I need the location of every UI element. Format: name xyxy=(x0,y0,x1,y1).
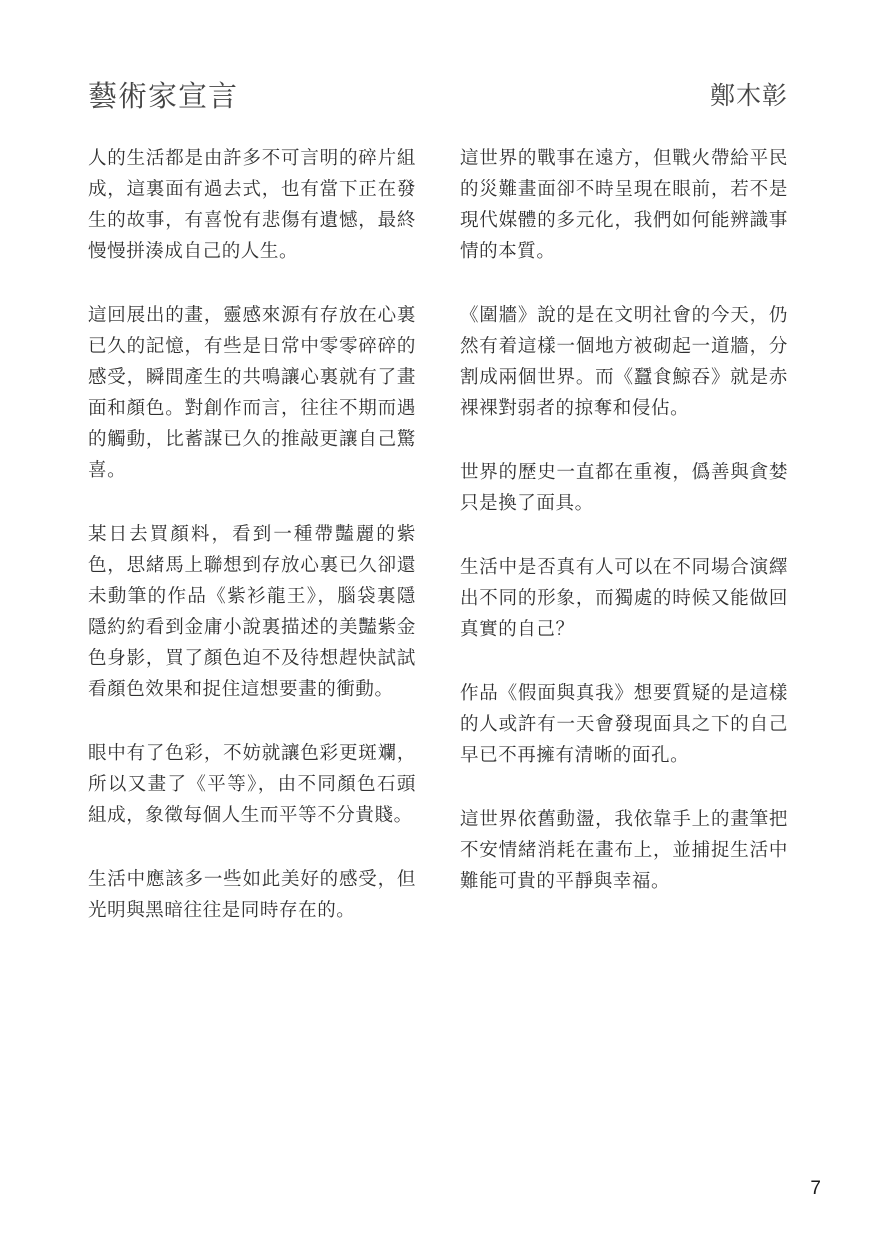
paragraph: 這回展出的畫，靈感來源有存放在心裏已久的記憶，有些是日常中零零碎碎的感受，瞬間產生的共鳴讓心裏就有了畫面和顏色。對創作而言，往往不期而遇的觸動，比蓄謀已久的推敲更讓自己驚喜。 xyxy=(88,305,416,481)
paragraph: 眼中有了色彩，不妨就讓色彩更斑斕，所以又畫了《平等》，由不同顏色石頭組成，象徵每個人生而平等不分貴賤。 xyxy=(88,743,416,826)
paragraph: 這世界依舊動盪，我依靠手上的畫筆把不安情緒消耗在畫布上，並捕捉生活中難能可貴的平靜與幸福。 xyxy=(460,809,788,892)
paragraph: 生活中應該多一些如此美好的感受，但光明與黑暗往往是同時存在的。 xyxy=(88,869,416,921)
paragraph: 《圍牆》說的是在文明社會的今天，仍然有着這樣一個地方被砌起一道牆，分割成兩個世界。而《蠶食鯨吞》就是赤裸裸對弱者的掠奪和侵佔。 xyxy=(460,305,788,419)
paragraph: 作品《假面與真我》想要質疑的是這樣的人或許有一天會發現面具之下的自己早已不再擁有清晰的面孔。 xyxy=(460,683,788,766)
paragraph: 這世界的戰事在遠方，但戰火帶給平民的災難畫面卻不時呈現在眼前，若不是現代媒體的多元化，我們如何能辨識事情的本質。 xyxy=(460,148,788,262)
page-header xyxy=(88,76,788,116)
paragraph: 某日去買顏料，看到一種帶豔麗的紫色，思緒馬上聯想到存放心裏已久卻還未動筆的作品《紫衫龍王》，腦袋裏隱隱約約看到金庸小說裏描述的美豔紫金色身影，買了顏色迫不及待想趕快試試看顏色效果和捉住這想要畫的衝動。 xyxy=(88,524,416,700)
page-number: 7 xyxy=(810,1178,821,1199)
paragraph: 生活中是否真有人可以在不同場合演繹出不同的形象，而獨處的時候又能做回真實的自己？ xyxy=(460,557,788,640)
right-column xyxy=(460,143,788,930)
paragraph: 人的生活都是由許多不可言明的碎片組成，這裏面有過去式，也有當下正在發生的故事，有喜悅有悲傷有遺憾，最終慢慢拼湊成自己的人生。 xyxy=(88,148,416,262)
author-name: 鄭木彰 xyxy=(709,81,788,110)
page-title: 藝術家宣言 xyxy=(88,79,239,113)
paragraph: 世界的歷史一直都在重複，僞善與貪婪只是換了面具。 xyxy=(460,462,788,514)
left-column xyxy=(88,143,416,959)
